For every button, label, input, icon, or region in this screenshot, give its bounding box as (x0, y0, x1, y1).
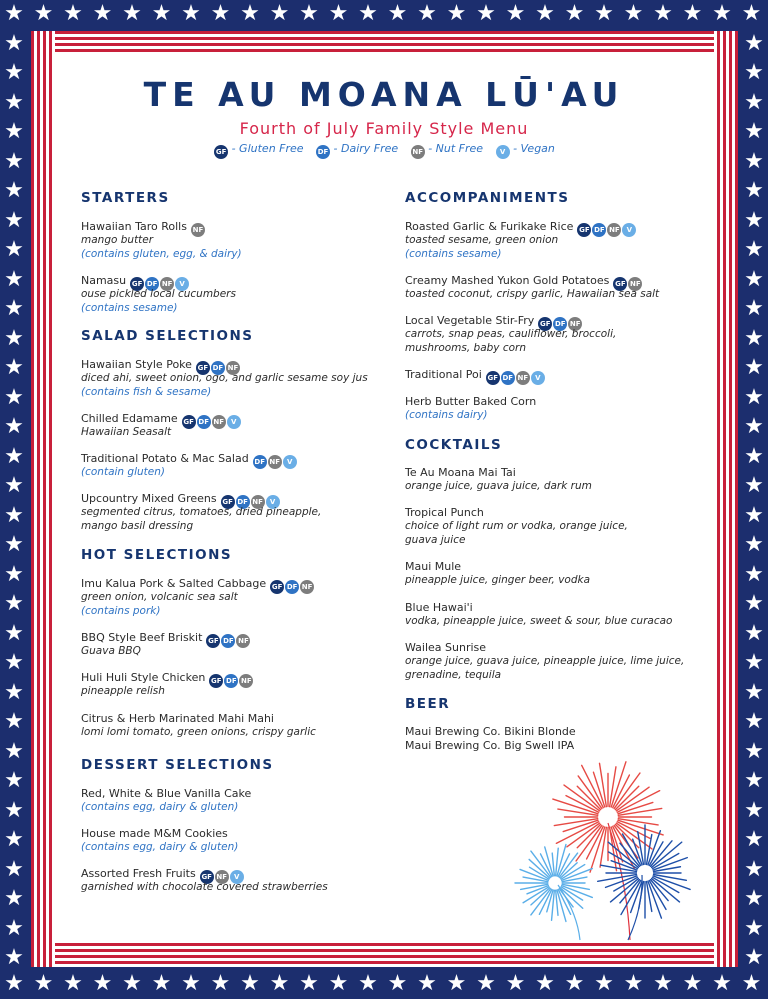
star-icon: ★ (744, 296, 764, 321)
star-icon: ★ (4, 709, 24, 734)
menu-item-allergen-note: (contains sesame) (81, 301, 178, 314)
menu-item-description: pineapple relish (81, 685, 165, 697)
legend-label: - Dairy Free (333, 142, 399, 155)
menu-subtitle: Fourth of July Family Style Menu (239, 119, 529, 138)
menu-item (405, 466, 516, 480)
star-icon: ★ (446, 1, 467, 26)
star-icon: ★ (4, 971, 24, 996)
menu-item-name: Te Au Moana Mai Tai (405, 466, 516, 479)
star-icon: ★ (4, 620, 24, 646)
star-icon: ★ (4, 797, 24, 823)
menu-item-name: Herb Butter Baked Corn (405, 395, 537, 408)
star-icon: ★ (4, 207, 24, 233)
menu-item-description: toasted coconut, crispy garlic, Hawaiian sea salt (405, 288, 660, 300)
menu-item-name: House made M&M Cookies (81, 827, 228, 840)
star-icon: ★ (744, 768, 764, 793)
star-icon: ★ (744, 384, 764, 410)
v-badge-icon: V (283, 455, 297, 469)
nf-badge-icon: NF (251, 495, 265, 509)
menu-item-name: Namasu (81, 274, 127, 287)
star-icon: ★ (744, 414, 764, 439)
gf-badge-icon: GF (270, 580, 284, 594)
df-badge-icon: DF (285, 580, 299, 594)
star-icon: ★ (4, 945, 24, 970)
menu-item-description: segmented citrus, tomatoes, dried pineapple, (81, 506, 322, 518)
v-badge-icon: V (230, 870, 244, 884)
menu-item-description: mushrooms, baby corn (405, 341, 527, 354)
menu-item-description: grenadine, tequila (405, 668, 502, 681)
star-icon: ★ (4, 827, 24, 852)
star-icon: ★ (744, 30, 764, 56)
star-icon: ★ (4, 915, 24, 941)
star-icon: ★ (4, 502, 24, 528)
star-icon: ★ (210, 1, 231, 26)
star-icon: ★ (623, 1, 644, 26)
menu-item-description: Guava BBQ (81, 645, 141, 657)
nf-badge-icon: NF (212, 415, 226, 429)
star-icon: ★ (744, 738, 764, 764)
star-icon: ★ (744, 915, 764, 941)
gf-badge-icon: GF (209, 674, 223, 688)
star-icon: ★ (744, 709, 764, 734)
menu-item-name: Imu Kalua Pork & Salted Cabbage (81, 577, 267, 590)
star-icon: ★ (63, 971, 83, 996)
star-icon: ★ (744, 266, 764, 292)
star-icon: ★ (623, 971, 644, 996)
star-icon: ★ (476, 971, 496, 996)
menu-item-name: Maui Brewing Co. Bikini Blonde (405, 725, 576, 738)
star-icon: ★ (4, 443, 24, 469)
menu-item (81, 712, 274, 726)
star-icon: ★ (4, 856, 24, 882)
star-icon: ★ (4, 89, 24, 115)
menu-item-description: carrots, snap peas, cauliflower, broccoli, (405, 328, 617, 340)
menu-item-description: lomi lomi tomato, green onions, crispy garlic (81, 726, 316, 738)
star-icon: ★ (4, 384, 24, 410)
menu-item (405, 560, 461, 574)
star-icon: ★ (653, 1, 673, 26)
menu-item-description: vodka, pineapple juice, sweet & sour, blue curacao (405, 615, 673, 627)
star-icon: ★ (744, 502, 764, 528)
star-icon: ★ (505, 1, 526, 26)
legend-gluten-free (213, 142, 303, 155)
star-icon: ★ (387, 971, 408, 996)
menu-item-description: guava juice (405, 533, 466, 546)
menu-item-name: Maui Mule (405, 560, 462, 573)
star-icon: ★ (328, 971, 349, 996)
gf-badge-icon: GF (221, 495, 235, 509)
df-badge-icon: DF (221, 634, 235, 648)
star-icon: ★ (744, 207, 764, 233)
star-icon: ★ (744, 237, 764, 262)
legend-label: - Vegan (513, 142, 555, 155)
menu-item-allergen-note: (contains dairy) (405, 409, 488, 421)
menu-item (405, 725, 576, 739)
nf-badge-icon: NF (568, 317, 582, 331)
star-icon: ★ (92, 1, 113, 26)
star-icon: ★ (653, 971, 673, 996)
menu-item-allergen-note: (contains pork) (81, 604, 161, 617)
star-icon: ★ (299, 971, 319, 996)
menu-item-description: Hawaiian Seasalt (81, 426, 172, 438)
df-badge-icon: DF (253, 455, 267, 469)
nf-badge-icon: NF (411, 145, 425, 159)
section-title: ACCOMPANIMENTS (405, 190, 570, 206)
star-icon: ★ (151, 971, 172, 996)
star-icon: ★ (4, 119, 24, 144)
star-icon: ★ (744, 561, 764, 587)
v-badge-icon: V (266, 495, 280, 509)
star-icon: ★ (4, 148, 24, 174)
menu-item-allergen-note: (contains egg, dairy & gluten) (81, 841, 239, 853)
star-icon: ★ (417, 971, 437, 996)
df-badge-icon: DF (145, 277, 159, 291)
menu-item-name: Roasted Garlic & Furikake Rice (405, 220, 574, 233)
menu-item-description: pineapple juice, ginger beer, vodka (405, 574, 591, 586)
menu-item-name: Tropical Punch (405, 506, 484, 519)
star-icon: ★ (744, 650, 764, 675)
star-icon: ★ (712, 971, 732, 996)
menu-item-allergen-note: (contain gluten) (81, 466, 165, 478)
legend-label: - Gluten Free (231, 142, 304, 155)
menu-item-name: BBQ Style Beef Briskit (81, 631, 203, 644)
menu-item-allergen-note: (contains fish & sesame) (81, 385, 212, 398)
gf-badge-icon: GF (214, 145, 228, 159)
nf-badge-icon: NF (239, 674, 253, 688)
star-icon: ★ (744, 119, 764, 144)
menu-item (405, 506, 484, 520)
star-icon: ★ (446, 971, 467, 996)
gf-badge-icon: GF (182, 415, 196, 429)
nf-badge-icon: NF (628, 277, 642, 291)
menu-item (81, 787, 251, 801)
gf-badge-icon: GF (196, 361, 210, 375)
fireworks-illustration (510, 755, 720, 945)
star-icon: ★ (4, 679, 24, 705)
star-icon: ★ (744, 679, 764, 705)
menu-item-name: Blue Hawai'i (405, 601, 473, 614)
star-icon: ★ (4, 768, 24, 793)
df-badge-icon: DF (592, 223, 606, 237)
star-icon: ★ (4, 414, 24, 439)
star-icon: ★ (417, 1, 437, 26)
menu-item-name: Upcountry Mixed Greens (81, 492, 217, 505)
star-icon: ★ (269, 1, 290, 26)
star-icon: ★ (682, 1, 703, 26)
star-icon: ★ (744, 148, 764, 174)
star-icon: ★ (33, 1, 54, 26)
gf-badge-icon: GF (206, 634, 220, 648)
star-icon: ★ (744, 797, 764, 823)
star-icon: ★ (535, 971, 555, 996)
star-icon: ★ (744, 532, 764, 557)
nf-badge-icon: NF (226, 361, 240, 375)
star-icon: ★ (358, 1, 378, 26)
df-badge-icon: DF (553, 317, 567, 331)
star-icon: ★ (744, 591, 764, 616)
star-icon: ★ (741, 1, 762, 26)
star-icon: ★ (594, 971, 614, 996)
section-title: BEER (405, 696, 451, 712)
df-badge-icon: DF (224, 674, 238, 688)
section-title: STARTERS (81, 190, 170, 206)
menu-item-name: Red, White & Blue Vanilla Cake (81, 787, 252, 800)
menu-item-name: Traditional Potato & Mac Salad (81, 452, 249, 465)
star-icon: ★ (4, 355, 24, 380)
star-icon: ★ (4, 30, 24, 56)
star-icon: ★ (744, 886, 764, 911)
star-icon: ★ (535, 1, 555, 26)
star-icon: ★ (744, 355, 764, 380)
star-icon: ★ (744, 178, 764, 203)
star-icon: ★ (4, 237, 24, 262)
df-badge-icon: DF (197, 415, 211, 429)
star-icon: ★ (744, 443, 764, 469)
dietary-legend (0, 142, 768, 159)
legend-dairy-free (315, 142, 398, 155)
star-icon: ★ (4, 266, 24, 292)
star-icon: ★ (564, 971, 585, 996)
df-badge-icon: DF (501, 371, 515, 385)
star-icon: ★ (358, 971, 378, 996)
menu-item-allergen-note: (contains egg, dairy & gluten) (81, 801, 239, 813)
menu-item (405, 368, 545, 385)
legend-label: - Nut Free (428, 142, 484, 155)
star-icon: ★ (4, 650, 24, 675)
gf-badge-icon: GF (130, 277, 144, 291)
star-icon: ★ (240, 971, 260, 996)
menu-title: TE AU MOANA LŪ'AU (143, 75, 625, 114)
gf-badge-icon: GF (486, 371, 500, 385)
star-icon: ★ (682, 971, 703, 996)
star-icon: ★ (4, 532, 24, 557)
star-icon: ★ (269, 971, 290, 996)
menu-item-allergen-note: (contains gluten, egg, & dairy) (81, 247, 242, 260)
star-icon: ★ (4, 1, 24, 26)
section-title: COCKTAILS (405, 437, 503, 453)
star-icon: ★ (744, 827, 764, 852)
star-icon: ★ (63, 1, 83, 26)
star-icon: ★ (240, 1, 260, 26)
menu-item-description: mango butter (81, 234, 154, 246)
v-badge-icon: V (622, 223, 636, 237)
star-icon: ★ (505, 971, 526, 996)
star-icon: ★ (744, 856, 764, 882)
star-icon: ★ (4, 561, 24, 587)
nf-badge-icon: NF (160, 277, 174, 291)
star-icon: ★ (4, 738, 24, 764)
star-icon: ★ (744, 89, 764, 115)
star-icon: ★ (712, 1, 732, 26)
star-icon: ★ (4, 178, 24, 203)
section-title: SALAD SELECTIONS (81, 328, 254, 344)
star-icon: ★ (181, 971, 201, 996)
menu-item (405, 395, 536, 409)
star-icon: ★ (741, 971, 762, 996)
gf-badge-icon: GF (538, 317, 552, 331)
star-icon: ★ (4, 591, 24, 616)
menu-item-description: orange juice, guava juice, dark rum (405, 480, 592, 492)
star-icon: ★ (744, 945, 764, 970)
menu-item-name: Hawaiian Taro Rolls (81, 220, 187, 233)
menu-item (405, 641, 486, 655)
menu-item (405, 601, 473, 615)
nf-badge-icon: NF (607, 223, 621, 237)
star-icon: ★ (744, 473, 764, 498)
menu-item-name: Traditional Poi (405, 368, 482, 381)
star-icon: ★ (4, 325, 24, 351)
menu-item (81, 827, 228, 841)
nf-badge-icon: NF (516, 371, 530, 385)
star-icon: ★ (744, 60, 764, 85)
menu-item-description: garnished with chocolate covered strawberries (81, 881, 328, 893)
menu-item-description: toasted sesame, green onion (405, 234, 559, 246)
df-badge-icon: DF (316, 145, 330, 159)
star-icon: ★ (4, 60, 24, 85)
menu-item-name: Wailea Sunrise (405, 641, 487, 654)
gf-badge-icon: GF (613, 277, 627, 291)
menu-item-description: ouse pickled local cucumbers (81, 288, 236, 300)
df-badge-icon: DF (211, 361, 225, 375)
menu-item-name: Hawaiian Style Poke (81, 358, 192, 371)
legend-vegan (495, 142, 555, 155)
nf-badge-icon: NF (191, 223, 205, 237)
menu-item-description: choice of light rum or vodka, orange juice, (405, 520, 628, 532)
star-icon: ★ (594, 1, 614, 26)
star-icon: ★ (744, 325, 764, 351)
v-badge-icon: V (531, 371, 545, 385)
legend-nut-free (410, 142, 483, 155)
nf-badge-icon: NF (236, 634, 250, 648)
menu-item-name: Local Vegetable Stir-Fry (405, 314, 535, 327)
star-icon: ★ (564, 1, 585, 26)
menu-item-allergen-note: (contains sesame) (405, 247, 502, 260)
star-icon: ★ (4, 886, 24, 911)
light-blue-firework (515, 845, 592, 922)
menu-item-name: Maui Brewing Co. Big Swell IPA (405, 739, 575, 752)
nf-badge-icon: NF (268, 455, 282, 469)
star-icon: ★ (122, 1, 142, 26)
star-icon: ★ (476, 1, 496, 26)
star-icon: ★ (122, 971, 142, 996)
menu-item-description: orange juice, guava juice, pineapple juice, lime juice, (405, 655, 685, 667)
menu-item-description: diced ahi, sweet onion, ogo, and garlic sesame soy jus (81, 372, 368, 384)
star-icon: ★ (328, 1, 349, 26)
section-title: DESSERT SELECTIONS (81, 757, 274, 773)
menu-item-description: mango basil dressing (81, 519, 194, 532)
v-badge-icon: V (496, 145, 510, 159)
menu-item-name: Creamy Mashed Yukon Gold Potatoes (405, 274, 610, 287)
menu-item-description: green onion, volcanic sea salt (81, 591, 238, 603)
menu-item-name: Chilled Edamame (81, 412, 178, 425)
star-icon: ★ (299, 1, 319, 26)
v-badge-icon: V (175, 277, 189, 291)
star-icon: ★ (4, 473, 24, 498)
star-icon: ★ (744, 620, 764, 646)
menu-item-name: Huli Huli Style Chicken (81, 671, 206, 684)
star-icon: ★ (151, 1, 172, 26)
menu-item (405, 739, 574, 753)
nf-badge-icon: NF (300, 580, 314, 594)
star-icon: ★ (92, 971, 113, 996)
star-icon: ★ (181, 1, 201, 26)
menu-item-name: Assorted Fresh Fruits (81, 867, 196, 880)
nf-badge-icon: NF (215, 870, 229, 884)
star-icon: ★ (387, 1, 408, 26)
gf-badge-icon: GF (200, 870, 214, 884)
gf-badge-icon: GF (577, 223, 591, 237)
section-title: HOT SELECTIONS (81, 547, 233, 563)
menu-item-name: Citrus & Herb Marinated Mahi Mahi (81, 712, 274, 725)
star-icon: ★ (33, 971, 54, 996)
star-icon: ★ (4, 296, 24, 321)
v-badge-icon: V (227, 415, 241, 429)
star-icon: ★ (210, 971, 231, 996)
df-badge-icon: DF (236, 495, 250, 509)
